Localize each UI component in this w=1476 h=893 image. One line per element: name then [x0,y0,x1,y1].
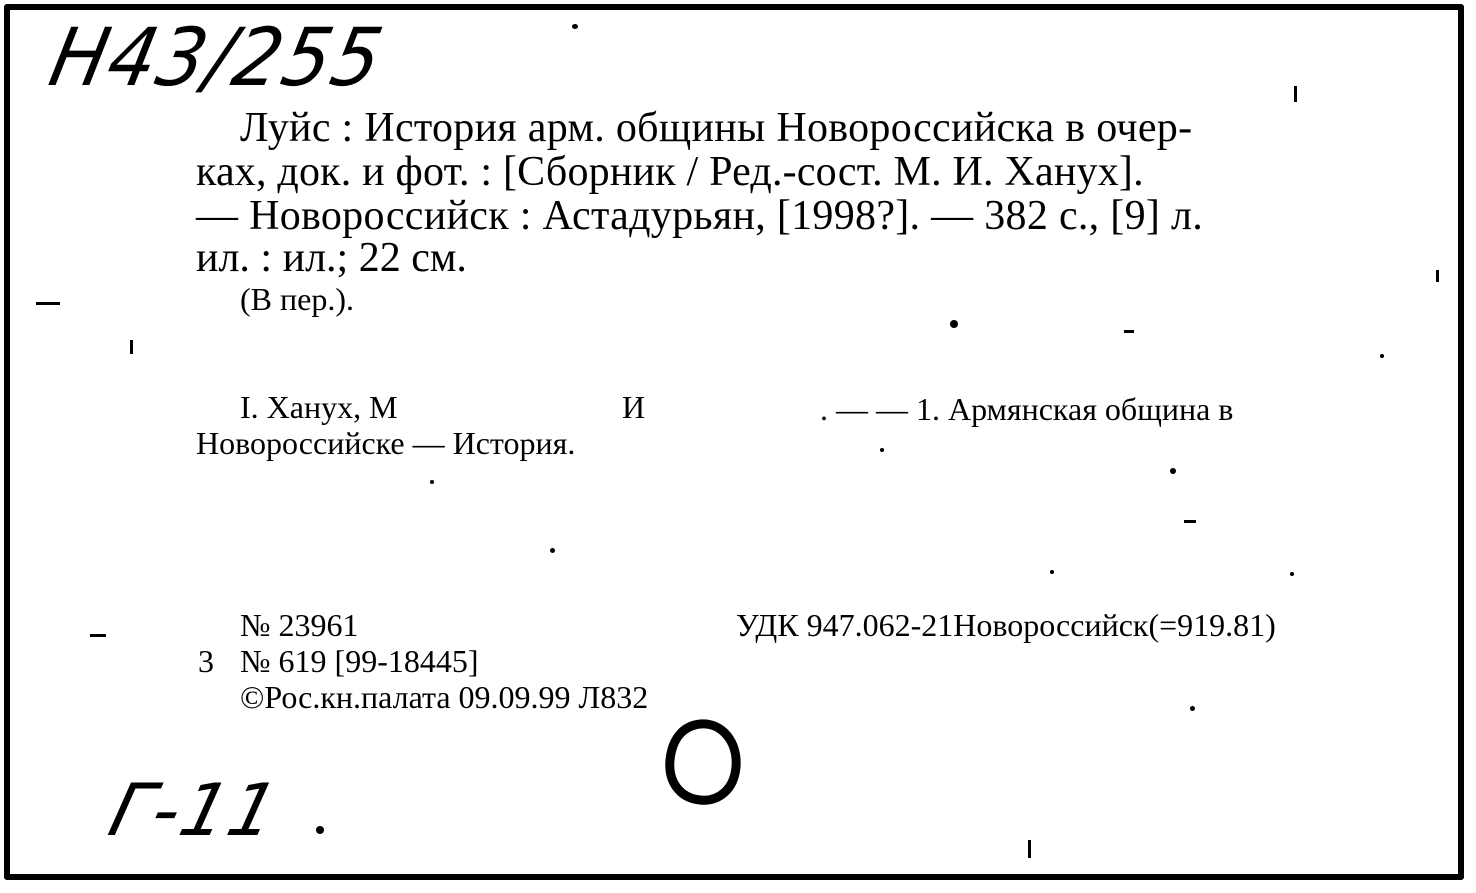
punch-hole [652,712,752,812]
speckle [1170,468,1176,474]
handwritten-code: Г-11 [101,768,289,852]
speckle [880,448,884,452]
punch-hole-outline [670,724,736,800]
speckle [1124,330,1134,333]
record-number-second: № 619 [99-18445] [240,643,479,679]
description-line-3: — Новороссийск : Астадурьян, [1998?]. — 382 с., [9] л. [196,193,1204,239]
speckle [1184,520,1196,523]
speckle [1436,270,1439,282]
speckle [430,480,434,484]
description-line-4: ил. : ил.; 22 см. [196,235,467,281]
binding-note: (В пер.). [240,281,354,317]
handwritten-shelf-code: Н43/255 [42,11,392,105]
heading-subject-part: . — — 1. Армянская община в [820,391,1234,427]
speckle [90,634,106,637]
heading-subject-continued: Новороссийске — История. [196,425,576,461]
speckle [1294,86,1297,102]
speckle [316,826,324,834]
speckle [1050,570,1054,574]
description-line-2: ках, док. и фот. : [Сборник / Ред.-сост. М. И. Ханух]. [196,149,1144,195]
speckle [36,302,60,305]
copyright-line: ©Рос.кн.палата 09.09.99 Л832 [240,679,649,715]
heading-author-part: I. Ханух, М [240,389,398,425]
record-prefix: 3 [198,643,214,679]
record-number: № 23961 [240,607,359,643]
speckle [1190,706,1195,711]
speckle [950,320,958,328]
description-line-1: Луйс : История арм. общины Новороссийска в очер- [240,105,1193,151]
udk-code: УДК 947.062-21Новороссийск(=919.81) [736,607,1276,643]
speckle [1028,840,1031,858]
heading-initial-part: И [622,389,646,425]
speckle [550,548,555,553]
speckle [572,24,578,29]
speckle [1290,572,1294,576]
speckle [130,340,133,354]
speckle [1380,354,1384,358]
